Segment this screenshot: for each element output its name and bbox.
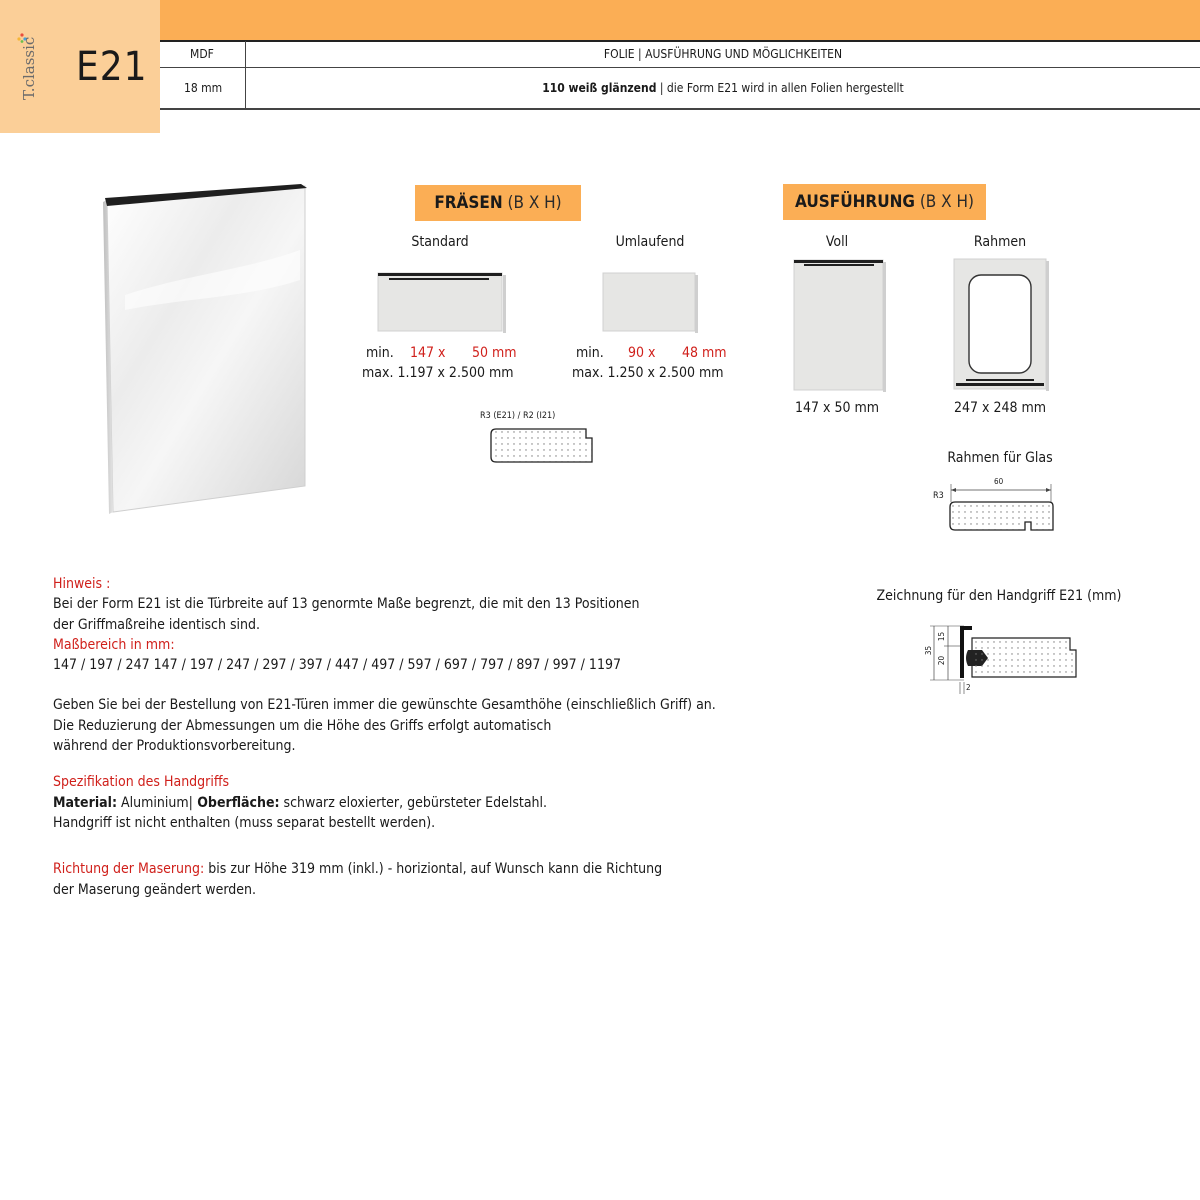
umlaufend-min <box>576 345 727 361</box>
material-label: Material: <box>53 794 117 811</box>
standard-min-prefix: min. <box>366 345 394 361</box>
grain-title: Richtung der Maserung: <box>53 861 205 878</box>
voll-size: 147 x 50 mm <box>794 400 880 416</box>
spec-title: Spezifikation des Handgriffs <box>53 774 230 791</box>
header-row-titles <box>160 41 1200 68</box>
edge-profile-drawing <box>488 424 600 470</box>
hinweis-line-2: der Griffmaßreihe identisch sind. <box>53 616 260 633</box>
umlaufend-label: Umlaufend <box>615 234 685 250</box>
grain-text: bis zur Höhe 319 mm (inkl.) - horiziontal, auf Wunsch kann die Richtung <box>204 861 663 878</box>
profile-label: R3 (E21) / R2 (I21) <box>480 411 556 421</box>
glas-width-label: 60 <box>994 477 1004 486</box>
col-mdf-title: MDF <box>190 47 214 61</box>
model-code: E21 <box>76 44 148 90</box>
standard-preview <box>375 270 507 334</box>
header-separator <box>245 41 246 108</box>
ausfuehrung-tab <box>783 184 986 220</box>
hinweis-line-1: Bei der Form E21 ist die Türbreite auf 13 genormte Maße begrenzt, die mit den 13 Positionen <box>53 596 640 613</box>
col-mdf-value: 18 mm <box>184 81 223 95</box>
surface-value: schwarz eloxierter, gebürsteter Edelstahl. <box>279 794 548 811</box>
door-image <box>95 180 315 520</box>
handle-drawing-title: Zeichnung für den Handgriff E21 (mm) <box>876 588 1122 604</box>
voll-label: Voll <box>825 234 849 250</box>
umlaufend-min-prefix: min. <box>576 345 604 361</box>
dim-35: 35 <box>924 645 934 656</box>
ausfuehrung-title: AUSFÜHRUNG <box>795 192 915 212</box>
standard-max: max. 1.197 x 2.500 mm <box>362 365 514 381</box>
fraesen-tab <box>415 185 581 221</box>
brand-name: T.classic <box>20 36 38 100</box>
standard-min <box>366 345 517 361</box>
rahmen-size: 247 x 248 mm <box>953 400 1047 416</box>
glas-radius-label: R3 <box>933 491 944 501</box>
header-bar <box>160 0 1200 42</box>
order-line-1: Geben Sie bei der Bestellung von E21-Türen immer die gewünschte Gesamthöhe (einschließlich Griff) an. <box>53 697 716 714</box>
header-row-values <box>160 68 1200 110</box>
range-values: 147 / 197 / 247 147 / 197 / 247 / 297 / 397 / 447 / 497 / 597 / 697 / 797 / 897 / 997 / 1197 <box>53 657 621 674</box>
ausfuehrung-dims: (B X H) <box>914 192 974 212</box>
fraesen-title: FRÄSEN <box>434 193 503 213</box>
surface-label: Oberfläche: <box>192 794 280 811</box>
umlaufend-min-height: 48 mm <box>682 345 727 361</box>
dim-15: 15 <box>937 631 947 642</box>
grain-line-2: der Maserung geändert werden. <box>53 881 256 898</box>
glas-profile-drawing <box>945 480 1060 536</box>
brand-logo <box>0 0 40 100</box>
spec-line-2: Handgriff ist nicht enthalten (muss separat bestellt werden). <box>53 814 436 831</box>
umlaufend-max: max. 1.250 x 2.500 mm <box>572 365 724 381</box>
standard-min-width: 147 x <box>410 345 446 361</box>
rahmen-label: Rahmen <box>973 234 1027 250</box>
range-title: Maßbereich in mm: <box>53 636 175 653</box>
material-value: Aluminium| <box>116 794 193 811</box>
notes-section <box>53 574 813 900</box>
dim-2: 2 <box>966 683 971 692</box>
fraesen-dims: (B X H) <box>502 193 562 213</box>
rahmen-preview <box>952 257 1050 393</box>
umlaufend-preview <box>600 270 700 334</box>
umlaufend-min-width: 90 x <box>628 345 656 361</box>
order-line-3: während der Produktionsvorbereitung. <box>53 738 296 755</box>
standard-label: Standard <box>411 234 469 250</box>
voll-preview <box>792 257 888 393</box>
col-folie-title: FOLIE | AUSFÜHRUNG UND MÖGLICHKEITEN <box>603 47 843 61</box>
spec-header-table <box>160 41 1200 107</box>
spec-line-1 <box>53 793 813 813</box>
col-folie-value <box>246 81 1200 95</box>
order-line-2: Die Reduzierung der Abmessungen um die Höhe des Griffs erfolgt automatisch <box>53 717 552 734</box>
standard-min-height: 50 mm <box>472 345 517 361</box>
grain-line-1 <box>53 859 813 879</box>
hinweis-title: Hinweis : <box>53 576 111 592</box>
model-badge <box>0 0 160 133</box>
dim-20: 20 <box>937 655 947 666</box>
folie-bold: 110 weiß glänzend <box>542 81 657 95</box>
glas-label: Rahmen für Glas <box>947 450 1053 466</box>
folie-rest: | die Form E21 wird in allen Folien hergestellt <box>656 81 904 95</box>
